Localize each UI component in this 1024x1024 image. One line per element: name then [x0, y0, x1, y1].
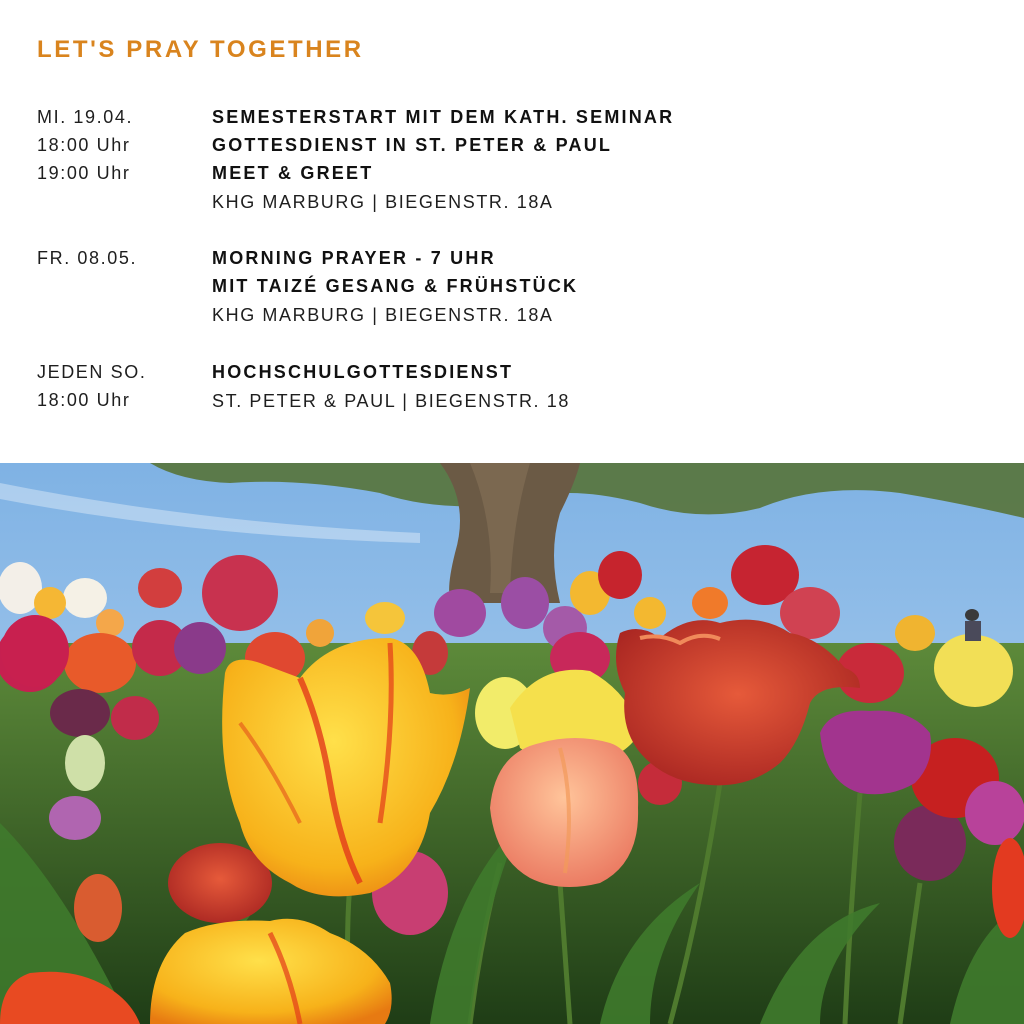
event-date: JEDEN SO.: [37, 362, 147, 382]
event-title: MIT TAIZÉ GESANG & FRÜHSTÜCK: [212, 276, 579, 296]
event-title: HOCHSCHULGOTTESDIENST: [212, 362, 514, 382]
event-title: GOTTESDIENST IN ST. PETER & PAUL: [212, 135, 613, 155]
event-time: 19:00 Uhr: [37, 163, 131, 183]
event-title: MORNING PRAYER - 7 UHR: [212, 248, 496, 268]
tulip-field-photo: [0, 463, 1024, 1024]
event-location: KHG MARBURG | BIEGENSTR. 18A: [212, 192, 554, 212]
page-title: LET'S PRAY TOGETHER: [37, 36, 364, 63]
event-time: 18:00 Uhr: [37, 390, 131, 410]
event-time: 18:00 Uhr: [37, 135, 131, 155]
event-title: SEMESTERSTART MIT DEM KATH. SEMINAR: [212, 107, 675, 127]
event-date: MI. 19.04.: [37, 107, 134, 127]
event-date: FR. 08.05.: [37, 248, 138, 268]
event-list: [0, 0, 1024, 460]
event-location: KHG MARBURG | BIEGENSTR. 18A: [212, 305, 554, 325]
event-title: MEET & GREET: [212, 163, 374, 183]
event-location: ST. PETER & PAUL | BIEGENSTR. 18: [212, 391, 570, 411]
